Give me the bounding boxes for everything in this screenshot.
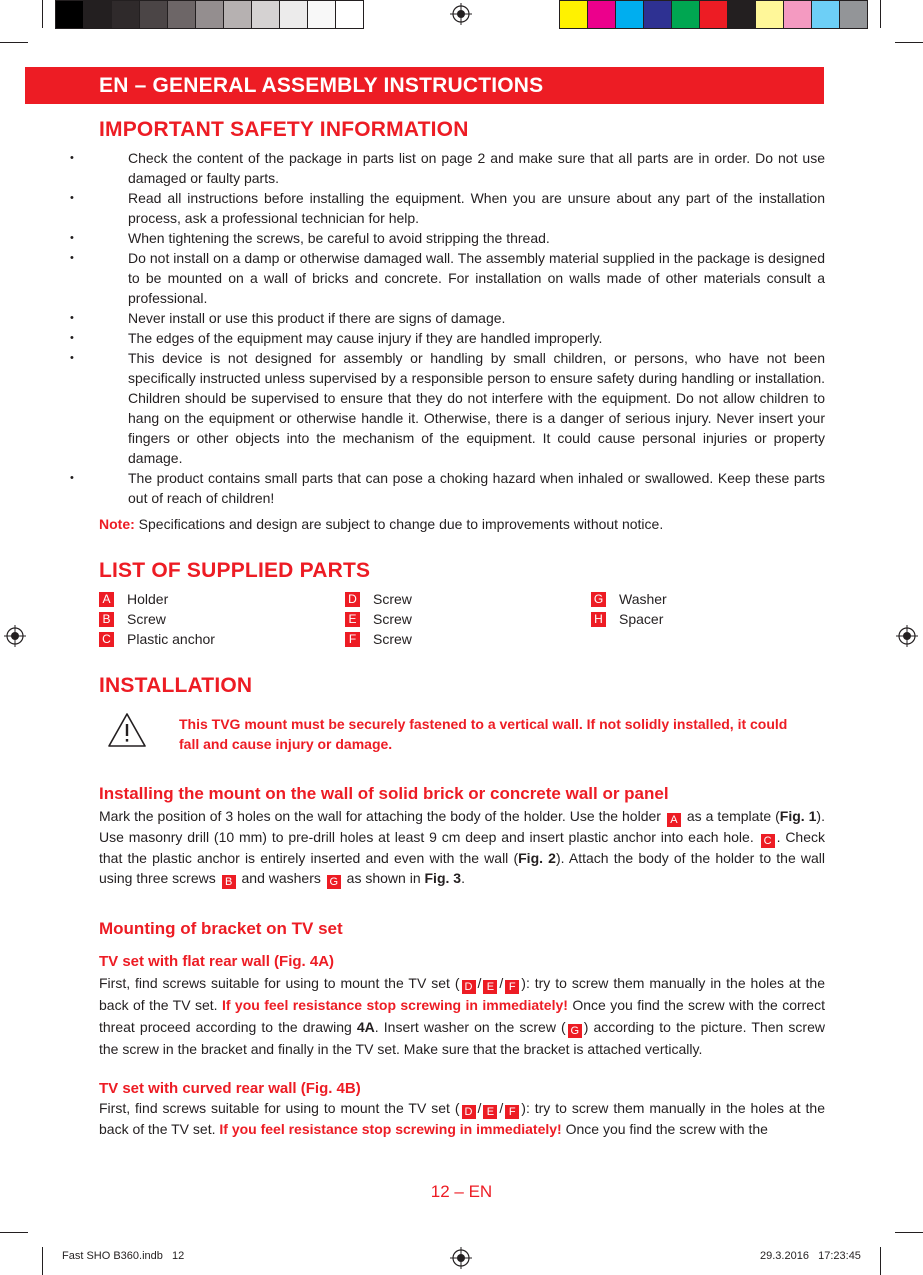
registration-mark-icon — [450, 1247, 472, 1269]
parts-list — [99, 589, 825, 649]
crop-mark — [0, 42, 28, 43]
text-run: . Insert washer on the screw ( — [374, 1019, 566, 1035]
text-run: . — [461, 870, 465, 886]
part-item — [345, 609, 591, 629]
color-swatch — [55, 0, 84, 29]
color-swatch — [811, 0, 840, 29]
parts-heading: LIST OF SUPPLIED PARTS — [99, 559, 371, 582]
curved-wall-text: First, find screws suitable for using to mount the TV set ( D / E / F ): try to screw them manually in the holes at the back of the TV set. If you feel resistance stop screwing in immediately! Once you find the screw with the — [99, 1100, 825, 1137]
color-swatch — [783, 0, 812, 29]
text-run: as a template ( — [682, 808, 780, 824]
crop-mark — [895, 1232, 923, 1233]
flat-wall-text: First, find screws suitable for using to mount the TV set ( D / E / F ): try to screw them manually in the holes at the back of the TV set. If you feel resistance stop screwing in immediately! Once you find the screw with the correct threat proceed according to the drawing 4A. Insert washer on the screw ( G ) according to the picture. Then screw the screw in the bracket and finally in the TV set. Make sure that the bracket is attached vertically. — [99, 975, 825, 1057]
text-run: ) according to the picture. Then screw the screw in the bracket and finally in the TV set. Make sure that the bracket is attached vertically. — [99, 1019, 825, 1057]
safety-bullet: • Read all instructions before installing the equipment. When you are unsure about any part of the installation process, ask a professional technician for help. — [70, 188, 825, 228]
safety-bullet: • Never install or use this product if there are signs of damage. — [70, 308, 825, 328]
text-run: Once you find the screw with the correct threat proceed according to the drawing — [99, 997, 825, 1035]
color-swatch — [587, 0, 616, 29]
wall-install-heading: Installing the mount on the wall of solid brick or concrete wall or panel — [99, 784, 669, 803]
warning-block — [99, 714, 825, 754]
color-swatch — [111, 0, 140, 29]
color-swatch — [643, 0, 672, 29]
color-swatch — [279, 0, 308, 29]
safety-bullet: • This device is not designed for assembly or handling by small children, or persons, who have not been specifically instructed unless supervised by a responsible person to ensure safety during handling or installation. Children should be supervised to ensure that they do not interfere with the equipment. Do not allow children to hang on the equipment or otherwise handle it. Otherwise, there is a danger of serious injury. Never insert your fingers or other objects into the mechanism of the equipment. It could cause personal injuries or property damage. — [70, 348, 825, 468]
wall-install-text — [99, 806, 825, 889]
note-label: Note: — [99, 516, 135, 532]
color-swatch — [699, 0, 728, 29]
fig-ref: 4A — [356, 1019, 375, 1035]
part-name: Screw — [127, 611, 166, 627]
color-swatch — [671, 0, 700, 29]
fig-ref: Fig. 3 — [424, 870, 462, 886]
part-badge-e: E — [483, 1105, 497, 1119]
color-swatch — [615, 0, 644, 29]
safety-bullet: • The product contains small parts that can pose a choking hazard when inhaled or swallowed. Keep these parts out of reach of children! — [70, 468, 825, 508]
part-item — [99, 609, 345, 629]
installation-heading: INSTALLATION — [99, 674, 253, 697]
text-run: Once you find the screw with the — [561, 1121, 768, 1137]
part-name: Plastic anchor — [127, 631, 215, 647]
color-swatch — [335, 0, 364, 29]
color-swatch — [839, 0, 868, 29]
gray-color-bar — [55, 0, 363, 28]
safety-bullet: • The edges of the equipment may cause injury if they are handled improperly. — [70, 328, 825, 348]
color-swatch — [251, 0, 280, 29]
crop-mark — [880, 1247, 881, 1275]
color-swatch — [307, 0, 336, 29]
registration-mark-icon — [4, 625, 26, 647]
part-badge-d: D — [462, 1105, 476, 1119]
safety-heading: IMPORTANT SAFETY INFORMATION — [99, 118, 469, 141]
part-item — [591, 589, 825, 609]
part-badge-f: F — [505, 980, 519, 994]
text-run: Mark the position of 3 holes on the wall for attaching the body of the holder. Use the holder — [99, 808, 665, 824]
page-content — [99, 118, 825, 1139]
text-run: and washers — [237, 870, 325, 886]
safety-bullet: • Check the content of the package in parts list on page 2 and make sure that all parts are in order. Do not use damaged or faulty parts. — [70, 148, 825, 188]
color-swatch — [559, 0, 588, 29]
part-badge-g: G — [568, 1024, 582, 1038]
section-header-band — [25, 67, 824, 104]
color-swatch — [139, 0, 168, 29]
file-slug: Fast SHO B360.indb 12 — [62, 1250, 185, 1262]
registration-mark-icon — [450, 3, 472, 25]
fig-ref: Fig. 1 — [779, 808, 817, 824]
part-badge-d: D — [462, 980, 476, 994]
process-color-bar — [559, 0, 867, 28]
color-swatch — [83, 0, 112, 29]
text-run: as shown in — [342, 870, 425, 886]
safety-list — [99, 148, 825, 508]
part-letter-badge: D — [345, 592, 360, 607]
note — [99, 514, 825, 534]
part-name: Screw — [373, 591, 412, 607]
color-swatch — [195, 0, 224, 29]
resistance-warning: If you feel resistance stop screwing in immediately! — [221, 997, 568, 1013]
fig-ref: Fig. 2 — [518, 850, 556, 866]
safety-bullet: • Do not install on a damp or otherwise damaged wall. The assembly material supplied in the package is designed to be mounted on a wall of bricks and concrete. For installation on walls made of other materials consult a professional. — [70, 248, 825, 308]
text-run: . Check that the plastic anchor is entirely inserted and even with the wall ( — [99, 829, 825, 866]
color-swatch — [167, 0, 196, 29]
part-letter-badge: B — [99, 612, 114, 627]
text-run: ): try to screw them manually in the holes at the back of the TV set. — [99, 975, 825, 1013]
flat-wall-heading: TV set with flat rear wall (Fig. 4A) — [99, 953, 335, 970]
note-text: Specifications and design are subject to change due to improvements without notice. — [134, 516, 664, 532]
part-item — [99, 629, 345, 649]
color-swatch — [727, 0, 756, 29]
date-slug: 29.3.2016 17:23:45 — [760, 1250, 861, 1262]
part-name: Screw — [373, 611, 412, 627]
warning-triangle-icon — [99, 714, 179, 753]
part-letter-badge: F — [345, 632, 360, 647]
part-item — [345, 589, 591, 609]
crop-mark — [42, 1247, 43, 1275]
part-badge-b: B — [222, 875, 236, 889]
part-item — [591, 609, 825, 629]
part-letter-badge: H — [591, 612, 606, 627]
warning-text: This TVG mount must be securely fastened to a vertical wall. If not solidly installed, it could fall and cause injury or damage. — [179, 716, 788, 752]
part-badge-c: C — [761, 834, 775, 848]
text-run: ): try to screw them manually in the holes at the back of the TV set. — [99, 1100, 825, 1137]
part-badge-g: G — [327, 875, 341, 889]
part-name: Washer — [619, 591, 667, 607]
color-swatch — [223, 0, 252, 29]
part-badge-f: F — [505, 1105, 519, 1119]
part-badge-a: A — [667, 813, 681, 827]
part-letter-badge: E — [345, 612, 360, 627]
part-name: Screw — [373, 631, 412, 647]
text-run: First, find screws suitable for using to mount the TV set ( — [99, 1100, 460, 1116]
crop-mark — [0, 1232, 28, 1233]
text-run: ). Use masonry drill (10 mm) to pre-drill holes at least 9 cm deep and insert plastic anchor into each hole. — [99, 808, 825, 845]
text-run: First, find screws suitable for using to mount the TV set ( — [99, 975, 460, 991]
part-item — [99, 589, 345, 609]
part-name: Spacer — [619, 611, 664, 627]
page-number: 12 – EN — [430, 1182, 493, 1201]
registration-mark-icon — [896, 625, 918, 647]
mounting-heading: Mounting of bracket on TV set — [99, 919, 343, 938]
part-letter-badge: G — [591, 592, 606, 607]
curved-wall-heading: TV set with curved rear wall (Fig. 4B) — [99, 1080, 361, 1097]
part-name: Holder — [127, 591, 169, 607]
crop-mark — [42, 0, 43, 28]
part-letter-badge: C — [99, 632, 114, 647]
page-title: EN – GENERAL ASSEMBLY INSTRUCTIONS — [99, 74, 544, 97]
crop-mark — [895, 42, 923, 43]
safety-bullet: • When tightening the screws, be careful to avoid stripping the thread. — [70, 228, 825, 248]
text-run: ). Attach the body of the holder to the wall using three screws — [99, 850, 826, 886]
color-swatch — [755, 0, 784, 29]
part-item — [345, 629, 591, 649]
crop-mark — [880, 0, 881, 28]
part-badge-e: E — [483, 980, 497, 994]
part-letter-badge: A — [99, 592, 114, 607]
resistance-warning: If you feel resistance stop screwing in immediately! — [219, 1121, 562, 1137]
